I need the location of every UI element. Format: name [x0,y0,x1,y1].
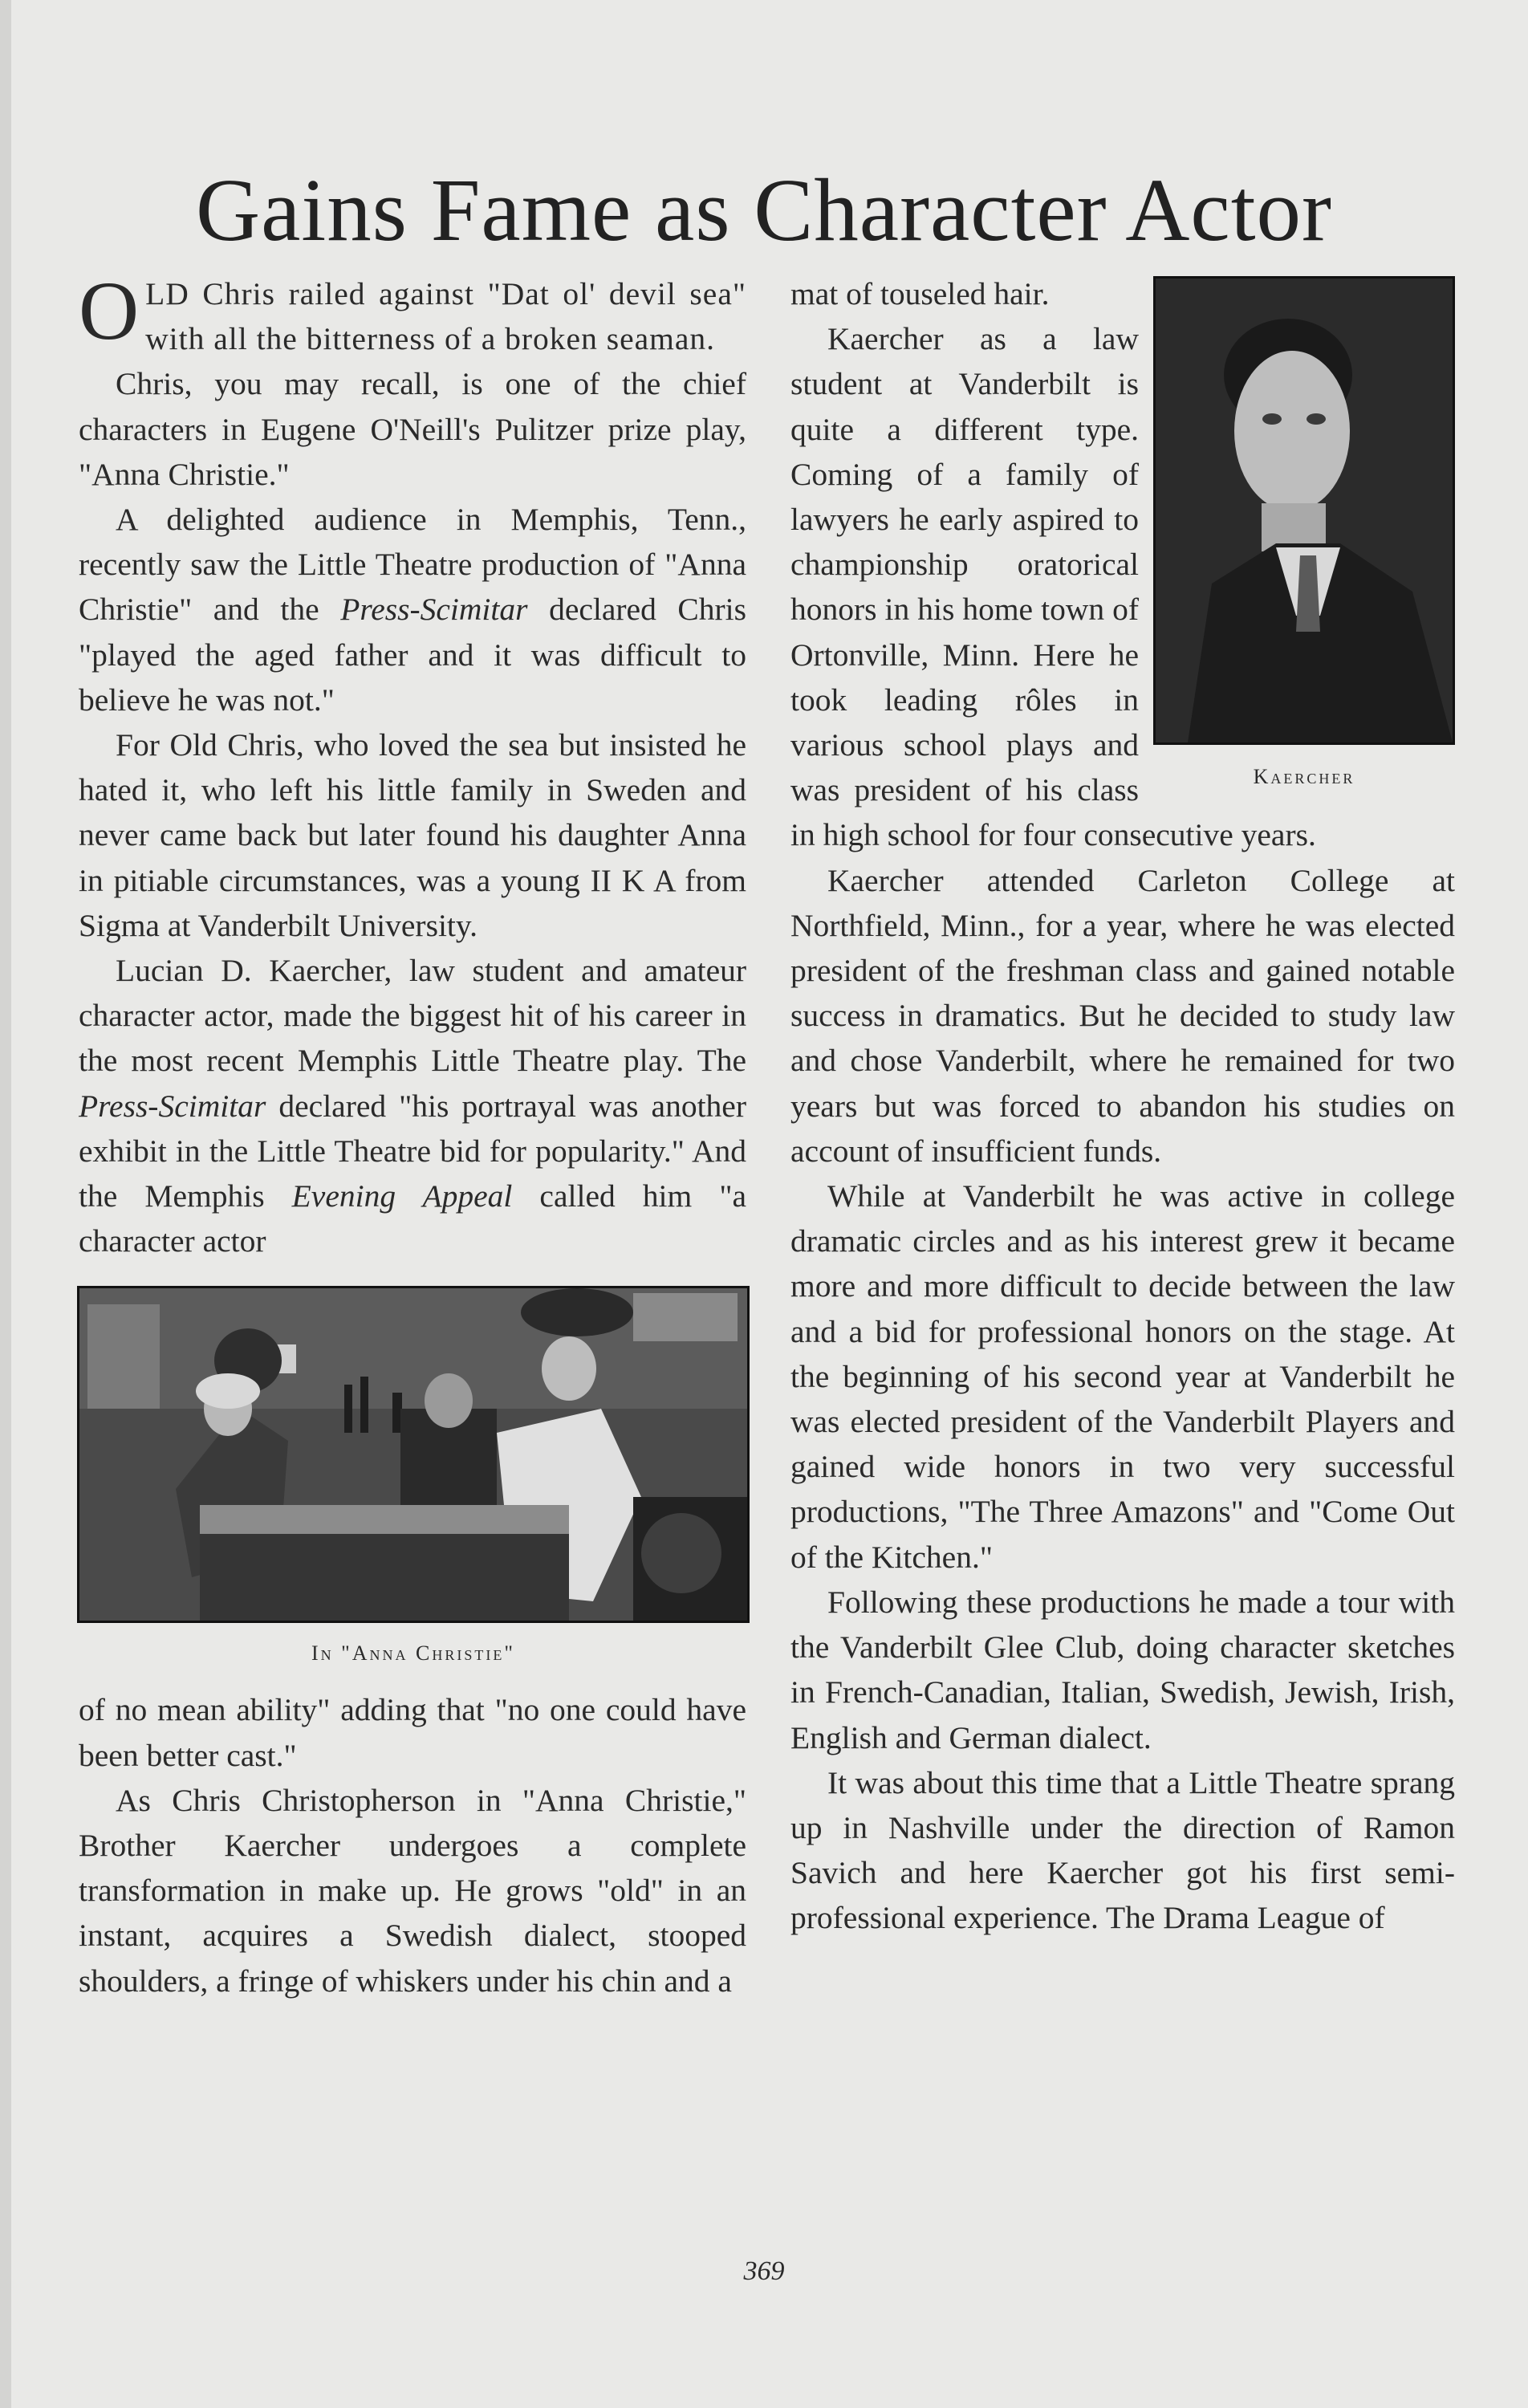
paragraph: For Old Chris, who loved the sea but insisted he hated it, who left his little family in Sweden and never came back but later found his daughter Anna in pitiable circumstances, was a young II K A from Sigma at Vanderbilt University. [79,727,746,943]
text-run: A delighted audience in Memphis, Tenn., recently saw the Little Theatre production of "Anna Christie" and the [79,502,746,628]
paragraph: Kaercher as a law student at Vanderbilt is quite a different type. Coming of a family of lawyers he early aspired to championship oratorical honors in his home town of Ortonville, Minn. Here he took leading rôles in various school plays and was president of his class in high school for four consecutive years. [790,321,1316,853]
lead-paragraph [79,265,746,361]
portrait-caption: Kaercher [1253,765,1355,788]
paragraph: It was about this time that a Little Theatre sprang up in Nashville under the direction of Ramon Savich and here Kaercher got his first semi-professional experience. The Drama League of [790,1764,1455,1936]
scene-photo-image [79,1288,747,1621]
scene-photo [77,1286,750,1623]
portrait-photo [1153,276,1455,745]
left-column [79,265,747,2003]
newspaper-name: Press-Scimitar [79,1088,266,1124]
paragraph [79,497,746,722]
paragraph: Chris, you may recall, is one of the chief characters in Eugene O'Neill's Pulitzer prize play, "Anna Christie." [79,366,746,492]
paragraph: While at Vanderbilt he was active in college dramatic circles and as his interest grew it became more and more difficult to decide between the law and a bid for professional honors on the stage. At the beginning of his second year at Vanderbilt he was elected president of the Vanderbilt Players and gained wide honors in two very successful productions, "The Three Amazons" and "Come Out of the Kitchen." [790,1178,1455,1575]
right-column [790,271,1455,1941]
paragraph: Kaercher attended Carleton College at Northfield, Minn., for a year, where he was elected president of the freshman class and gained notable success in dramatics. But he decided to study law and chose Vanderbilt, where he remained for two years but was forced to abandon his studies on account of insufficient funds. [790,862,1455,1169]
portrait-figure [1153,276,1455,799]
newspaper-name: Press-Scimitar [340,592,528,628]
paragraph: Following these productions he made a tour with the Vanderbilt Glee Club, doing character sketches in French-Canadian, Italian, Swedish, Jewish, Irish, English and German dialect. [790,1584,1455,1755]
paragraph [79,948,746,1263]
scene-photo-figure [77,1286,750,1670]
page-number: 369 [743,2256,785,2286]
scan-edge [0,0,11,2408]
text-run: called him "a character actor [79,1178,747,1259]
paragraph: As Chris Christopherson in "Anna Christie," Brother Kaercher undergoes a complete transformation in make up. He grows "old" in an instant, acquires a Swedish dialect, stooped shoulders, a fringe of whiskers under his chin and a [79,1782,746,1999]
newspaper-name: Evening Appeal [291,1178,513,1214]
scene-photo-caption: In "Anna Christie" [311,1641,515,1666]
portrait-photo-image [1156,279,1453,742]
paragraph: mat of touseled hair. [790,276,1050,311]
lead-text: LD Chris railed against "Dat ol' devil sea" with all the bitterness of a broken seaman. [145,276,746,357]
text-run: Lucian D. Kaercher, law student and amateur character actor, made the biggest hit of his career in the most recent Memphis Little Theatre play. The [79,953,746,1079]
article-title: Gains Fame as Character Actor [195,161,1332,260]
text-run: declared Chris "played the aged father and it was difficult to believe he was not." [79,592,746,718]
paragraph: of no mean ability" adding that "no one could have been better cast." [79,1692,746,1773]
drop-cap: O [79,265,140,357]
text-run: declared "his portrayal was another exhibit in the Little Theatre bid for popularity." And the Memphis [79,1088,746,1214]
